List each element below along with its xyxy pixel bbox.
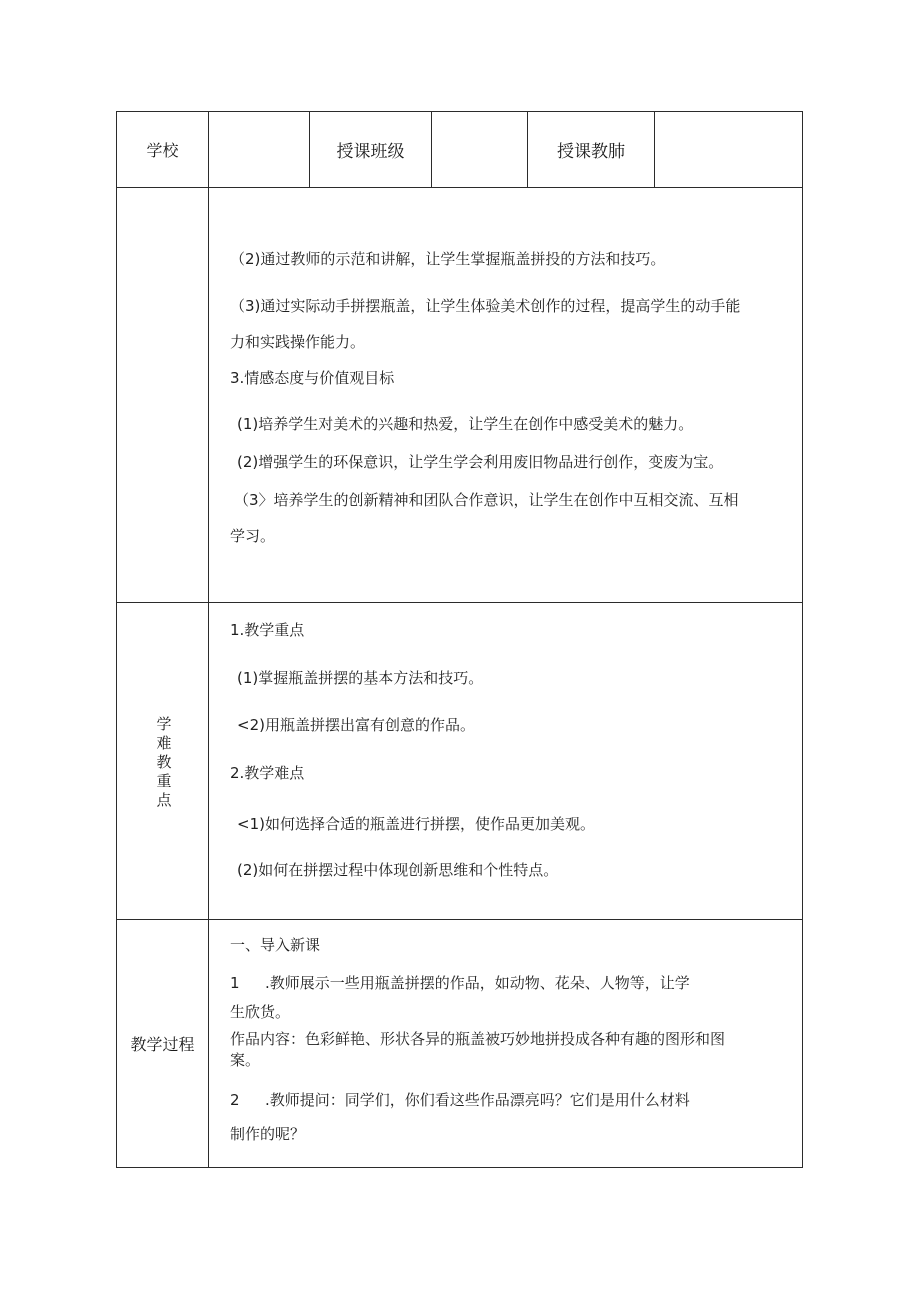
class-value-cell	[432, 112, 527, 187]
process-step-text: 制作的呢？	[230, 1125, 306, 1143]
step-number: 1	[230, 974, 240, 992]
process-label-cell	[117, 920, 208, 1167]
objective-text: 学习。	[230, 527, 276, 545]
step-number: 2	[230, 1091, 240, 1109]
process-heading: 一、导入新课	[230, 936, 321, 954]
teacher-label-cell	[528, 112, 654, 187]
difficulty-text: (2)如何在拼摆过程中体现创新思维和个性特点。	[237, 861, 559, 879]
key-point-text: (1)掌握瓶盖拼摆的基本方法和技巧。	[237, 669, 484, 687]
teacher-label: 授课教肺	[557, 142, 625, 162]
key-points-label-char: 重	[156, 772, 172, 790]
process-step-text: 生欣货。	[230, 1003, 291, 1021]
objective-heading: 3.情感态度与价值观目标	[230, 369, 395, 387]
teacher-value-cell	[655, 112, 802, 187]
objective-text: （2)通过教师的示范和讲解，让学生掌握瓶盖拼投的方法和技巧。	[230, 250, 666, 268]
key-points-label-char: 点	[156, 791, 172, 809]
class-label: 授课班级	[336, 142, 405, 162]
objective-text: 力和实践操作能力。	[230, 333, 366, 351]
row-divider	[117, 919, 802, 920]
difficulty-text: <1)如何选择合适的瓶盖进行拼摆，使作品更加美观。	[237, 815, 595, 833]
school-value-cell	[209, 112, 309, 187]
objective-text: (2)增强学生的环保意识，让学生学会利用废旧物品进行创作，变废为宝。	[237, 453, 724, 471]
process-step-text: .教师提问：同学们，你们看这些作品漂亮吗？它们是用什么材料	[265, 1091, 690, 1109]
key-points-label-char: 教	[156, 753, 172, 771]
key-point-text: <2)用瓶盖拼摆出富有创意的作品。	[237, 716, 475, 734]
objective-text: （3〉培养学生的创新精神和团队合作意识，让学生在创作中互相交流、互相	[234, 491, 739, 509]
school-label: 学校	[146, 141, 179, 160]
column-divider	[208, 112, 209, 1167]
row-divider	[117, 602, 802, 603]
objective-text: (1)培养学生对美术的兴趣和热爱，让学生在创作中感受美术的魅力。	[237, 415, 694, 433]
process-label: 教学过程	[130, 1035, 195, 1054]
class-label-cell	[310, 112, 431, 187]
difficulty-heading: 2.教学难点	[230, 764, 305, 782]
process-content-text: 作品内容：色彩鲜艳、形状各异的瓶盖被巧妙地拼投成各种有趣的图形和图	[230, 1030, 726, 1048]
lesson-plan-table	[116, 111, 803, 1168]
process-step-text: .教师展示一些用瓶盖拼摆的作品，如动物、花朵、人物等，让学	[265, 974, 690, 992]
school-label-cell	[117, 112, 208, 187]
row-divider	[117, 187, 802, 188]
key-points-heading: 1.教学重点	[230, 621, 305, 639]
key-points-label-char: 学	[156, 715, 172, 733]
key-points-label-char: 难	[156, 734, 172, 752]
process-content-text: 案。	[230, 1051, 261, 1069]
objective-text: （3)通过实际动手拼摆瓶盖，让学生体验美术创作的过程，提高学生的动手能	[230, 297, 741, 315]
